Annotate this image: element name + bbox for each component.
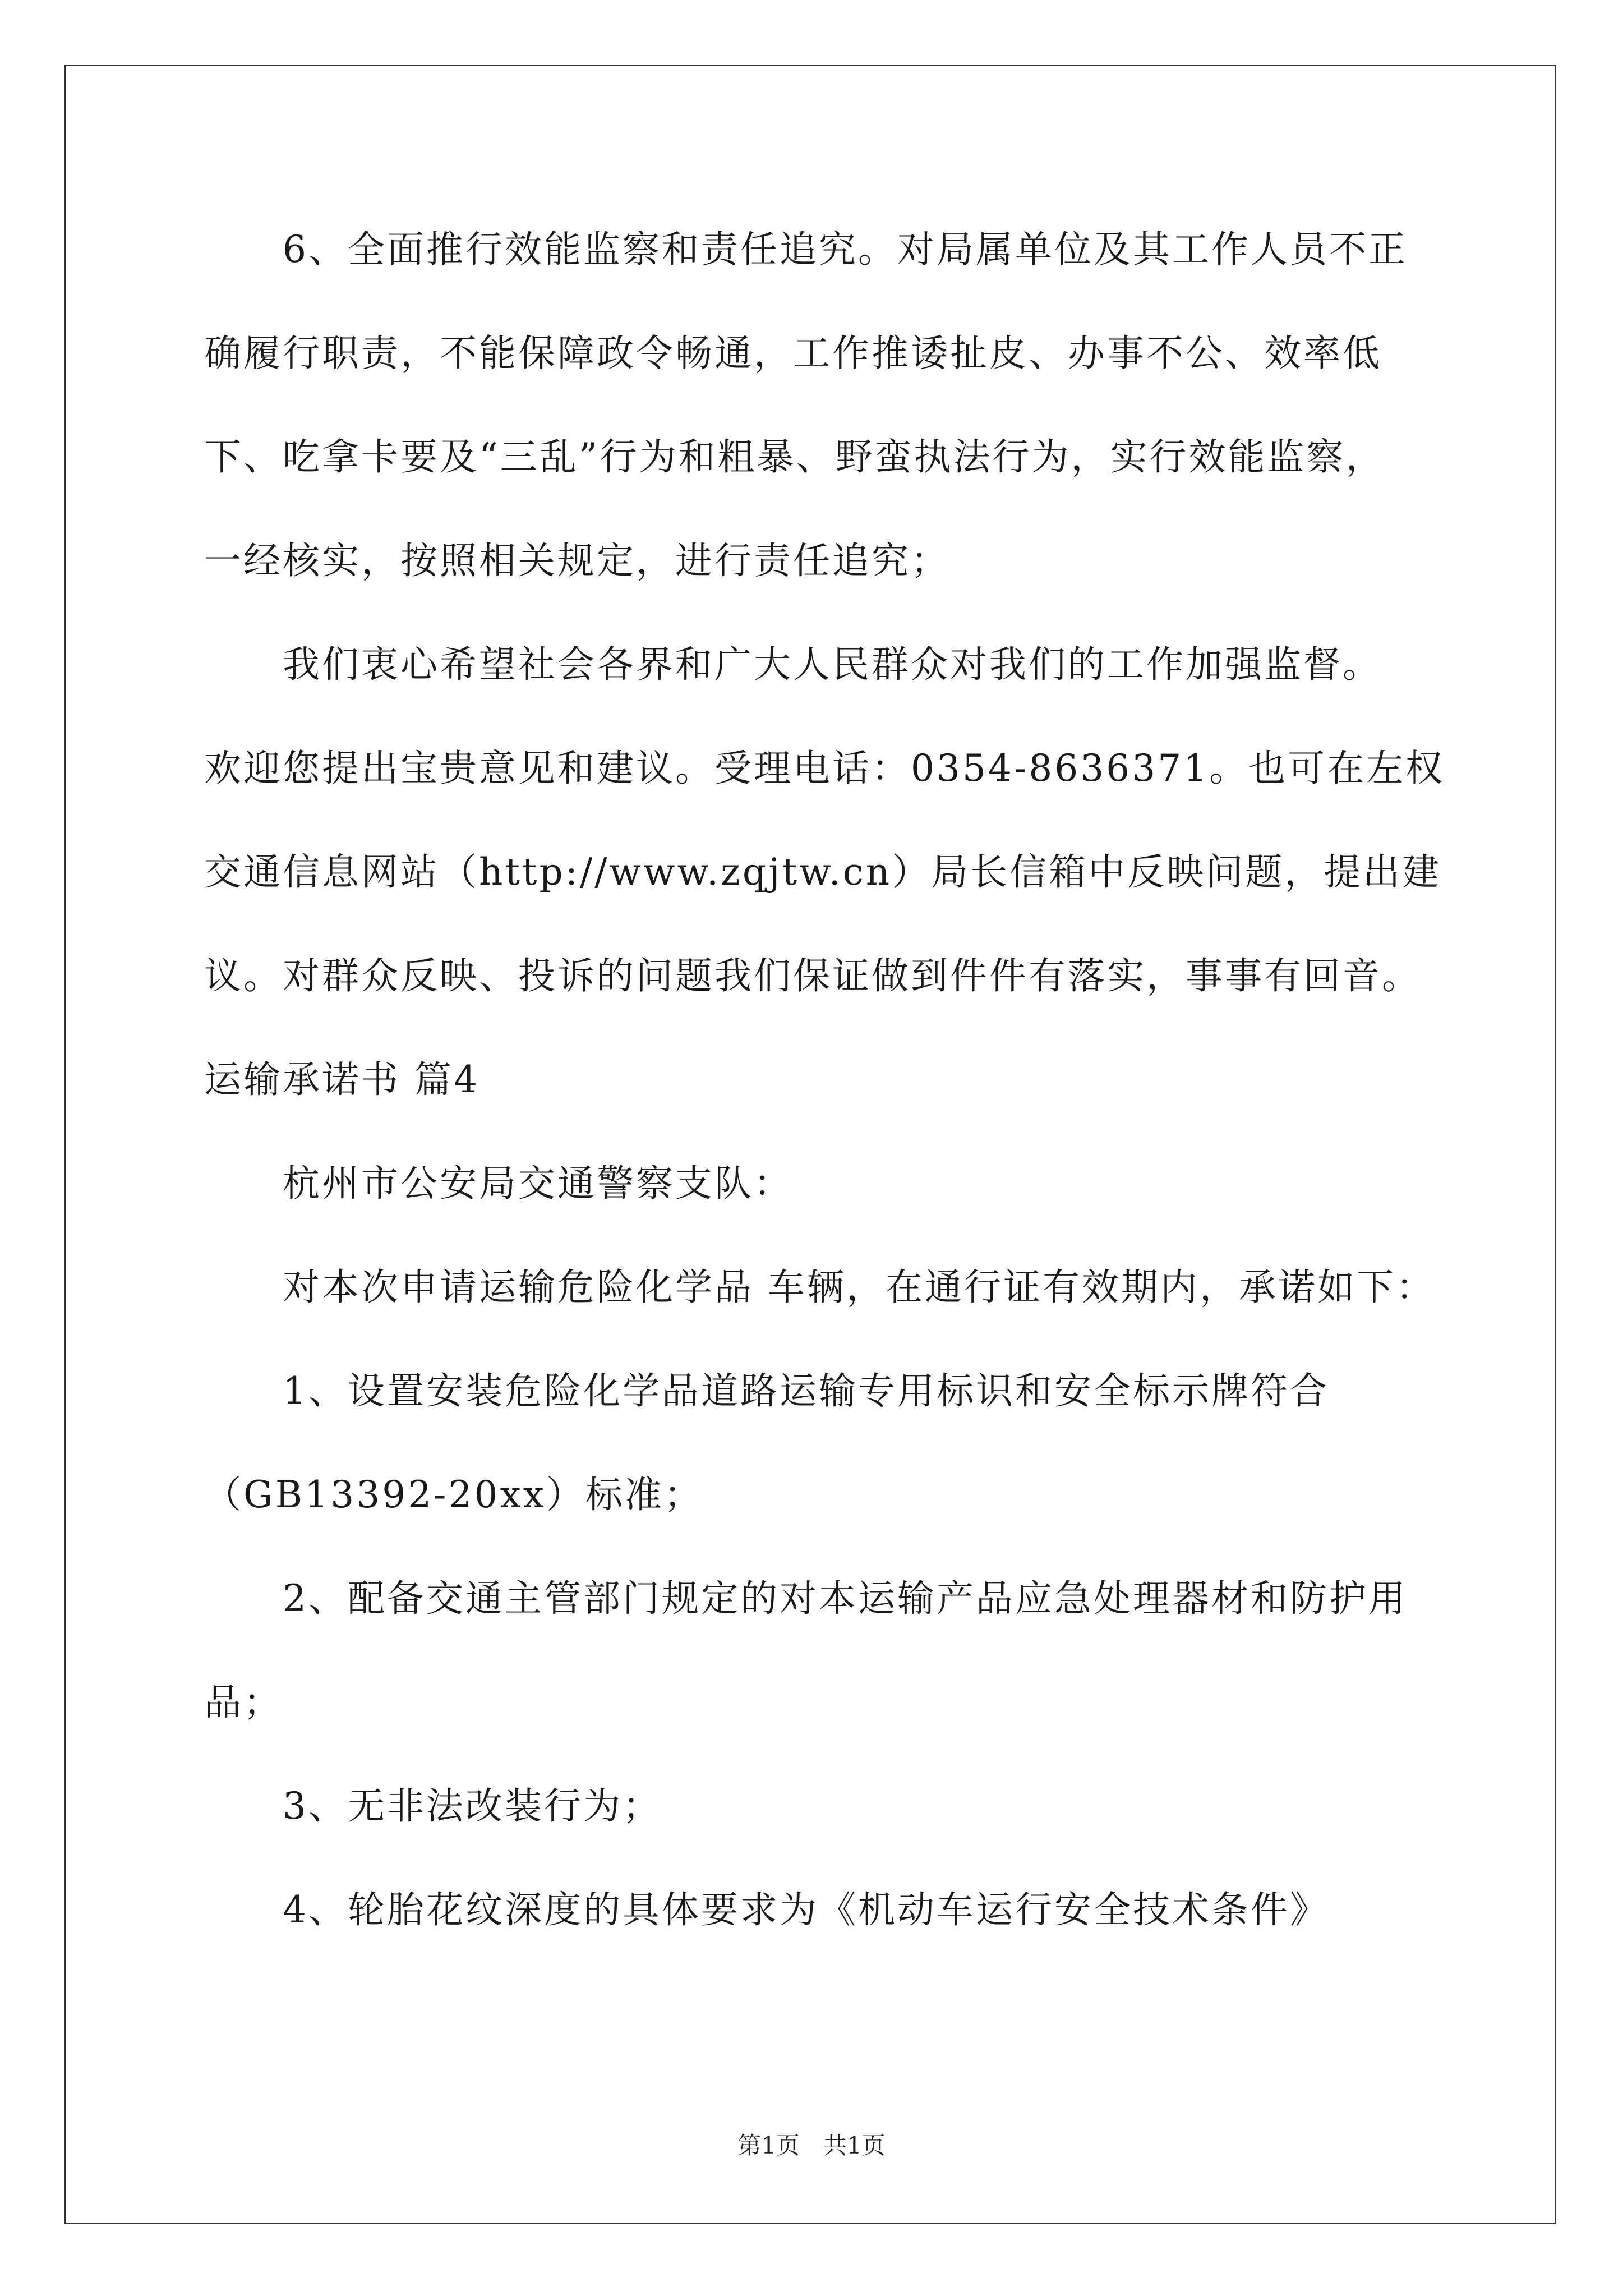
text-line: 确履行职责，不能保障政令畅通，工作推诿扯皮、办事不公、效率低 — [204, 332, 1382, 375]
text-line: 下、吃拿卡要及“三乱”行为和粗暴、野蛮执法行为，实行效能监察， — [204, 435, 1385, 478]
text-line: 2、配备交通主管部门规定的对本运输产品应急处理器材和防护用 — [204, 1577, 1408, 1620]
text-line: 一经核实，按照相关规定，进行责任追究； — [204, 539, 950, 582]
text-line: 欢迎您提出宝贵意见和建议。受理电话：0354-8636371。也可在左权 — [204, 747, 1445, 790]
text-line: 交通信息网站（http://www.zqjtw.cn）局长信箱中反映问题，提出建 — [204, 850, 1442, 894]
section-heading: 运输承诺书 篇4 — [204, 1058, 479, 1101]
text-line: 品； — [204, 1681, 283, 1724]
text-line: 杭州市公安局交通警察支队： — [204, 1162, 793, 1205]
text-line: 对本次申请运输危险化学品 车辆，在通行证有效期内，承诺如下： — [204, 1266, 1435, 1309]
text-line: 议。对群众反映、投诉的问题我们保证做到件件有落实，事事有回音。 — [204, 954, 1421, 997]
text-line: （GB13392-20xx）标准； — [204, 1473, 703, 1516]
text-line: 我们衷心希望社会各界和广大人民群众对我们的工作加强监督。 — [204, 643, 1382, 686]
text-line: 3、无非法改装行为； — [204, 1784, 662, 1828]
text-line: 6、全面推行效能监察和责任追究。对局属单位及其工作人员不正 — [204, 228, 1408, 271]
text-line: 4、轮胎花纹深度的具体要求为《机动车运行安全技术条件》 — [204, 1888, 1329, 1931]
text-line: 1、设置安装危险化学品道路运输专用标识和安全标示牌符合 — [204, 1369, 1329, 1412]
page-footer: 第1页 共1页 — [737, 2132, 886, 2159]
